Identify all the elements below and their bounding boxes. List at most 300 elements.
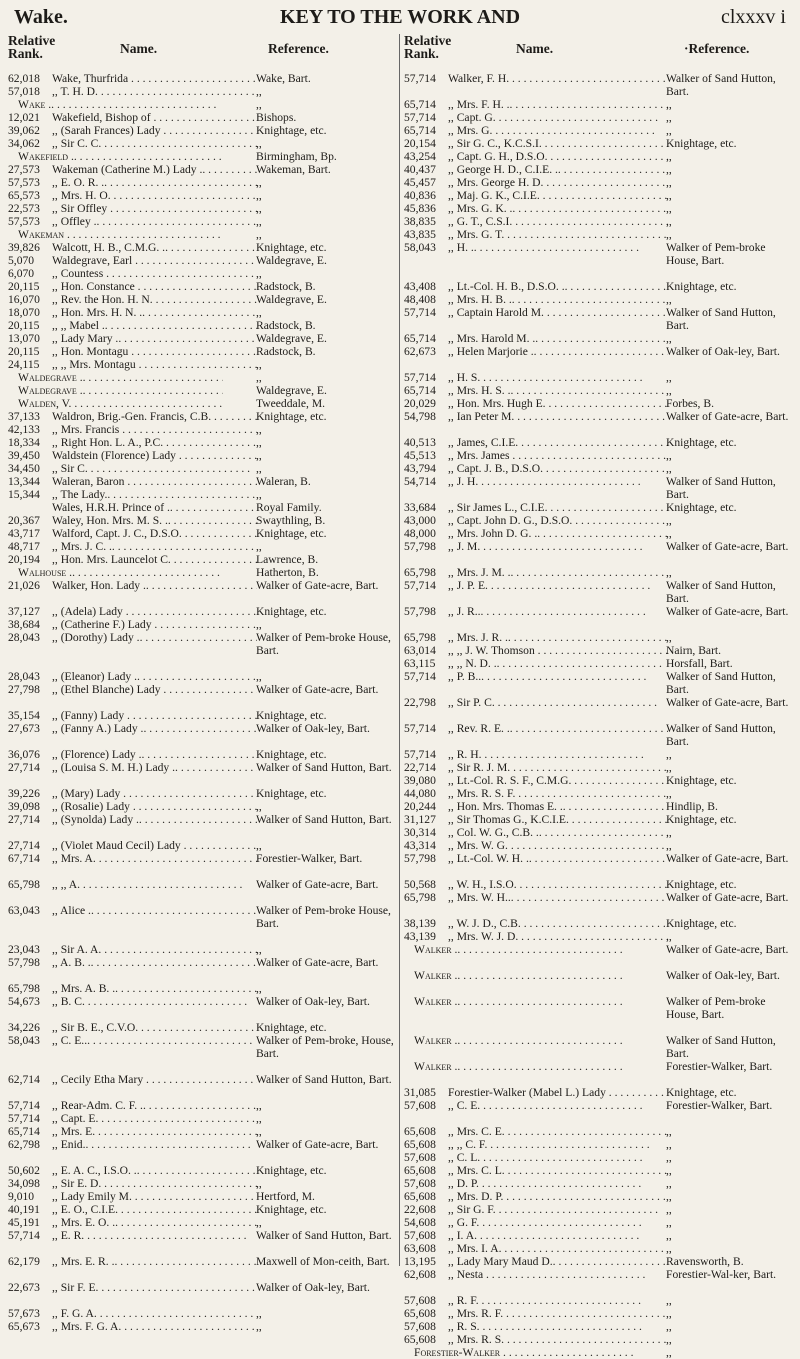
entry-name: Walden, V. . . . — [8, 397, 223, 410]
entry-row — [404, 579, 796, 605]
entry-reference: Knightage, etc. — [256, 1203, 327, 1216]
entry-name: ,, Hon. Montagu . . . — [8, 345, 257, 358]
entry-row — [8, 280, 396, 293]
relative-rank: 65,798 — [404, 631, 436, 644]
entry-reference: ,, — [256, 306, 262, 319]
row-spacer — [404, 1281, 796, 1294]
entry-row — [404, 943, 796, 956]
relative-rank: 44,080 — [404, 787, 436, 800]
entry-name: Walcott, H. B., C.M.G. .. . . . — [8, 241, 257, 254]
relative-rank: 15,344 — [8, 488, 40, 501]
entry-reference: ,, — [666, 332, 672, 345]
entry-reference: ,, — [666, 1333, 672, 1346]
row-spacer — [404, 1008, 796, 1021]
entry-row — [404, 345, 796, 358]
entry-row — [8, 1138, 396, 1151]
entry-reference: Knightage, etc. — [256, 124, 327, 137]
relative-rank: 27,673 — [8, 722, 40, 735]
entry-name: ,, ,, J. W. Thomson . . . — [404, 644, 668, 657]
entry-name: ,, Capt. G. . . . — [404, 111, 668, 124]
entry-row — [404, 462, 796, 475]
entry-reference: ,, — [256, 1320, 262, 1333]
entry-reference: Knightage, etc. — [666, 774, 737, 787]
row-spacer — [404, 618, 796, 631]
entry-reference: ,, — [256, 371, 262, 384]
entry-row — [8, 1112, 396, 1125]
entry-name: ,, Sir Thomas G., K.C.I.E. . . . — [404, 813, 668, 826]
entry-row — [404, 1333, 796, 1346]
relative-rank: 65,714 — [404, 384, 436, 397]
relative-rank: 48,717 — [8, 540, 40, 553]
entry-name: Waley, Hon. Mrs. M. S. .. . . . — [8, 514, 257, 527]
relative-rank: 31,085 — [404, 1086, 436, 1099]
entry-name: ,, Mrs. F. G. A. . . . — [8, 1320, 257, 1333]
entry-row — [8, 98, 396, 111]
entry-name: ,, Lady Mary Maud D.. . . . — [404, 1255, 668, 1268]
row-spacer — [404, 423, 796, 436]
header-right: clxxxv i — [721, 6, 786, 28]
row-spacer — [8, 1268, 396, 1281]
relative-rank: 43,835 — [404, 228, 436, 241]
entry-row — [404, 748, 796, 761]
entry-reference: ,, — [666, 1242, 672, 1255]
relative-rank: 65,714 — [404, 124, 436, 137]
relative-rank: 28,043 — [8, 670, 40, 683]
entry-row — [404, 891, 796, 904]
relative-rank: 57,798 — [404, 540, 436, 553]
entry-row — [404, 1177, 796, 1190]
entry-name: ,, Sir G. C., K.C.S.I. . . . — [404, 137, 668, 150]
entry-row — [8, 1099, 396, 1112]
entry-row — [404, 1268, 796, 1281]
entry-name: ,, Cecily Etha Mary . . . — [8, 1073, 257, 1086]
row-spacer — [404, 904, 796, 917]
entry-name: ,, Maj. G. K., C.I.E. . . . — [404, 189, 668, 202]
relative-rank: 57,714 — [404, 670, 436, 683]
entry-name: ,, A. B. .. . . . — [8, 956, 257, 969]
relative-rank: 22,608 — [404, 1203, 436, 1216]
entry-reference: Lawrence, B. — [256, 553, 319, 566]
row-spacer — [404, 683, 796, 696]
entry-row — [8, 748, 396, 761]
entry-reference: Knightage, etc. — [256, 787, 327, 800]
entry-row — [404, 72, 796, 98]
entry-row — [404, 1164, 796, 1177]
entry-row — [8, 202, 396, 215]
entry-row — [404, 98, 796, 111]
entry-row — [404, 631, 796, 644]
entry-reference: Walker of Oak-ley, Bart. — [256, 722, 370, 735]
entry-reference: ,, — [666, 1177, 672, 1190]
relative-rank: 43,314 — [404, 839, 436, 852]
row-spacer — [404, 1047, 796, 1060]
entry-reference: Knightage, etc. — [666, 280, 737, 293]
entry-reference: ,, — [666, 449, 672, 462]
entry-row — [404, 1060, 796, 1073]
relative-rank: 57,714 — [404, 306, 436, 319]
entry-reference: Walker of Sand Hutton, Bart. — [256, 761, 392, 774]
entry-reference: Knightage, etc. — [256, 748, 327, 761]
entry-name: ,, Sir A. A. . . . — [8, 943, 257, 956]
entry-reference: ,, — [256, 189, 262, 202]
entry-reference: Radstock, B. — [256, 345, 316, 358]
relative-rank: 48,000 — [404, 527, 436, 540]
entry-name: ,, Lt.-Col. R. S. F., C.M.G. . . . — [404, 774, 668, 787]
relative-rank: 20,244 — [404, 800, 436, 813]
entry-row — [8, 839, 396, 852]
entry-reference: Walker of Sand Hutton, Bart. — [666, 72, 776, 98]
entry-name: ,, Sir Offley . . . — [8, 202, 257, 215]
entry-row — [404, 449, 796, 462]
entry-reference: ,, — [666, 1125, 672, 1138]
relative-rank: 43,717 — [8, 527, 40, 540]
entry-name: Walker .. . . . — [404, 995, 634, 1008]
relative-rank: 39,080 — [404, 774, 436, 787]
relative-rank: 57,608 — [404, 1151, 436, 1164]
entry-reference: ,, — [666, 514, 672, 527]
relative-rank: 63,115 — [404, 657, 436, 670]
relative-rank: 63,014 — [404, 644, 436, 657]
entry-name: ,, B. C. . . . — [8, 995, 257, 1008]
entry-reference: Knightage, etc. — [256, 241, 327, 254]
entry-name: ,, E. O., C.I.E. . . . — [8, 1203, 257, 1216]
relative-rank: 57,714 — [404, 722, 436, 735]
entry-name: ,, Helen Marjorie .. . . . — [404, 345, 668, 358]
row-spacer — [404, 1073, 796, 1086]
entry-reference: Knightage, etc. — [256, 1164, 327, 1177]
entry-reference: Walker of Sand Hutton, Bart. — [666, 579, 776, 605]
entry-row — [8, 878, 396, 891]
relative-rank: 45,836 — [404, 202, 436, 215]
row-spacer — [8, 1294, 396, 1307]
relative-rank: 13,344 — [8, 475, 40, 488]
entry-name: ,, Mrs. C. L. . . . — [404, 1164, 668, 1177]
relative-rank: 38,835 — [404, 215, 436, 228]
relative-rank: 65,608 — [404, 1307, 436, 1320]
entry-reference: ,, — [256, 462, 262, 475]
entry-reference: Knightage, etc. — [666, 878, 737, 891]
entry-row — [8, 527, 396, 540]
entry-row — [404, 1229, 796, 1242]
entry-reference: Knightage, etc. — [256, 410, 327, 423]
entry-name: ,, J. P. E. . . . — [404, 579, 668, 592]
entry-row — [404, 241, 796, 267]
reference-heading: Reference. — [268, 41, 329, 56]
entry-reference: Walker of Gate-acre, Bart. — [256, 683, 379, 696]
entry-reference: ,, — [666, 228, 672, 241]
entry-name: Walhouse .. . . . — [8, 566, 223, 579]
entry-reference: Walker of Pem-broke House, Bart. — [666, 241, 766, 267]
entry-row — [404, 1125, 796, 1138]
entry-row — [8, 1216, 396, 1229]
entry-name: ,, R. F. . . . — [404, 1294, 668, 1307]
entry-name: ,, Mrs. A. . . . — [8, 852, 257, 865]
entry-name: ,, Mrs. H. S. .. . . . — [404, 384, 668, 397]
row-spacer — [8, 735, 396, 748]
entry-row — [404, 800, 796, 813]
entry-row — [404, 332, 796, 345]
entry-reference: Walker of Sand Hutton, Bart. — [666, 722, 776, 748]
name-heading: Name. — [120, 41, 158, 56]
entry-name: ,, ,, Mrs. Montagu . . . — [8, 358, 257, 371]
relative-rank: 43,794 — [404, 462, 436, 475]
relative-rank: 57,714 — [404, 579, 436, 592]
entry-reference: ,, — [666, 293, 672, 306]
entry-name: ,, (Sarah Frances) Lady . . . — [8, 124, 257, 137]
entry-reference: Wakeman, Bart. — [256, 163, 331, 176]
entry-name: ,, Mrs. W. H... . . . — [404, 891, 668, 904]
entry-reference: Forestier-Walker, Bart. — [256, 852, 363, 865]
entry-name: ,, H. S. . . . — [404, 371, 668, 384]
entry-reference: Radstock, B. — [256, 280, 316, 293]
entry-reference: ,, — [666, 98, 672, 111]
relative-rank: 21,026 — [8, 579, 40, 592]
entry-name: ,, ,, A. . . . — [8, 878, 257, 891]
entry-reference: ,, — [666, 1216, 672, 1229]
entry-reference: ,, — [256, 839, 262, 852]
entry-name: ,, Sir B. E., C.V.O. . . . — [8, 1021, 257, 1034]
entry-name: ,, Sir P. C. . . . — [404, 696, 668, 709]
relative-rank: 38,139 — [404, 917, 436, 930]
entry-row — [8, 579, 396, 592]
relative-rank: 50,568 — [404, 878, 436, 891]
relative-rank: 42,133 — [8, 423, 40, 436]
relative-rank: 57,714 — [8, 1112, 40, 1125]
relative-rank: 65,608 — [404, 1138, 436, 1151]
relative-rank: 54,714 — [404, 475, 436, 488]
entry-row — [8, 358, 396, 371]
relative-rank: 62,608 — [404, 1268, 436, 1281]
relative-rank: 45,513 — [404, 449, 436, 462]
entry-reference: Walker of Gate-acre, Bart. — [256, 579, 379, 592]
relative-rank: 65,798 — [8, 878, 40, 891]
entry-row — [404, 163, 796, 176]
relative-rank: 13,070 — [8, 332, 40, 345]
row-spacer — [8, 1060, 396, 1073]
entry-row — [404, 1242, 796, 1255]
entry-row — [404, 995, 796, 1021]
entry-row — [8, 553, 396, 566]
relative-rank: 65,714 — [8, 1125, 40, 1138]
entry-name: ,, Sir E. D. . . . — [8, 1177, 257, 1190]
relative-rank: 20,194 — [8, 553, 40, 566]
relative-rank: 39,826 — [8, 241, 40, 254]
entry-name: ,, Nesta . . . — [404, 1268, 668, 1281]
entry-reference: Walker of Oak-ley, Bart. — [666, 969, 780, 982]
relative-rank: 40,191 — [8, 1203, 40, 1216]
entry-reference: Knightage, etc. — [666, 501, 737, 514]
entry-name: ,, Captain Harold M. . . . — [404, 306, 668, 319]
relative-rank: 43,254 — [404, 150, 436, 163]
entry-reference: ,, — [256, 358, 262, 371]
entry-reference: ,, — [256, 982, 262, 995]
entry-reference: ,, — [666, 527, 672, 540]
relative-rank: 57,714 — [8, 1099, 40, 1112]
entry-name: ,, Lady Emily M. . . . — [8, 1190, 257, 1203]
entry-row — [8, 787, 396, 800]
relative-rank: 65,608 — [404, 1190, 436, 1203]
entry-reference: ,, — [256, 1307, 262, 1320]
relative-rank: 50,602 — [8, 1164, 40, 1177]
entry-reference: ,, — [666, 1229, 672, 1242]
entry-name: ,, J. R... . . . — [404, 605, 668, 618]
entry-name: Waldegrave .. . . . — [8, 371, 223, 384]
relative-rank: 57,714 — [404, 111, 436, 124]
entry-name: ,, Capt. John D. G., D.S.O. . . . — [404, 514, 668, 527]
entry-name: ,, (Adela) Lady . . . — [8, 605, 257, 618]
entry-reference: ,, — [666, 176, 672, 189]
entry-row — [8, 540, 396, 553]
relative-rank: 39,450 — [8, 449, 40, 462]
relative-rank: 54,798 — [404, 410, 436, 423]
entry-name: ,, C. L. . . . — [404, 1151, 668, 1164]
entry-row — [404, 1099, 796, 1112]
relative-rank: 33,684 — [404, 501, 436, 514]
relative-rank: 22,798 — [404, 696, 436, 709]
relative-rank: 27,714 — [8, 839, 40, 852]
entry-reference: ,, — [666, 189, 672, 202]
entry-row — [8, 228, 396, 241]
row-spacer — [404, 85, 796, 98]
entry-name: ,, Ian Peter M. . . . — [404, 410, 668, 423]
entry-row — [8, 475, 396, 488]
column-header — [8, 34, 396, 72]
row-spacer — [8, 917, 396, 930]
entry-name: Waldegrave, Earl . . . — [8, 254, 257, 267]
entry-name: ,, Mrs. James . . . — [404, 449, 668, 462]
relative-rank: 65,608 — [404, 1333, 436, 1346]
entry-reference: Walker of Sand Hutton, Bart. — [256, 1229, 392, 1242]
entry-row — [404, 501, 796, 514]
entry-reference: Walker of Pem-broke, House, Bart. — [256, 1034, 394, 1060]
entry-row — [8, 852, 396, 865]
entry-row — [8, 1320, 396, 1333]
entry-row — [404, 1307, 796, 1320]
entry-row — [8, 1073, 396, 1086]
entry-row — [8, 488, 396, 501]
entry-row — [8, 150, 396, 163]
entry-row — [404, 852, 796, 865]
entry-row — [8, 1190, 396, 1203]
row-spacer — [404, 956, 796, 969]
relative-rank: 20,154 — [404, 137, 436, 150]
entry-row — [404, 605, 796, 618]
relative-rank: 20,367 — [8, 514, 40, 527]
entry-row — [404, 1190, 796, 1203]
entry-name: ,, Mrs. E. . . . — [8, 1125, 257, 1138]
entry-list — [8, 72, 396, 1333]
entry-name: ,, Mrs. R. F. . . . — [404, 1307, 668, 1320]
entry-reference: Hertford, M. — [256, 1190, 315, 1203]
entry-row — [404, 1203, 796, 1216]
entry-name: Walker, Hon. Lady .. . . . — [8, 579, 257, 592]
relative-rank: 57,798 — [8, 956, 40, 969]
entry-reference: ,, — [666, 1138, 672, 1151]
entry-name: Forestier-Walker . . . — [404, 1346, 634, 1359]
entry-name: Forestier-Walker (Mabel L.) Lady . . . — [404, 1086, 668, 1099]
relative-rank: 54,673 — [8, 995, 40, 1008]
entry-reference: Waleran, B. — [256, 475, 311, 488]
reference-heading: ·Reference. — [684, 41, 750, 56]
entry-name: ,, ,, C. F. . . . — [404, 1138, 668, 1151]
entry-reference: ,, — [666, 930, 672, 943]
entry-reference: Knightage, etc. — [666, 917, 737, 930]
entry-row — [8, 904, 396, 930]
entry-name: ,, J. M. . . . — [404, 540, 668, 553]
entry-name: ,, C. E. . . . — [404, 1099, 668, 1112]
entry-reference: Knightage, etc. — [256, 527, 327, 540]
entry-row — [8, 956, 396, 969]
entry-name: Waleran, Baron . . . — [8, 475, 257, 488]
entry-name: ,, Hon. Constance . . . — [8, 280, 257, 293]
entry-row — [404, 397, 796, 410]
relative-rank: 57,608 — [404, 1320, 436, 1333]
row-spacer — [404, 1112, 796, 1125]
entry-row — [8, 137, 396, 150]
relative-rank: 34,062 — [8, 137, 40, 150]
entry-name: ,, F. G. A. . . . — [8, 1307, 257, 1320]
entry-name: ,, Mrs. J. R. .. . . . — [404, 631, 668, 644]
entry-name: ,, Hon. Mrs. Hugh E. . . . — [404, 397, 668, 410]
entry-name: ,, Sir C. C. . . . — [8, 137, 257, 150]
entry-name: ,, Rear-Adm. C. F. .. . . . — [8, 1099, 257, 1112]
entry-reference: Walker of Gate-acre, Bart. — [256, 1138, 379, 1151]
row-spacer — [404, 735, 796, 748]
entry-row — [404, 293, 796, 306]
entry-name: ,, Mrs. I. A. . . . — [404, 1242, 668, 1255]
entry-name: Walker .. . . . — [404, 943, 634, 956]
entry-reference: Bishops. — [256, 111, 297, 124]
row-spacer — [404, 319, 796, 332]
entry-reference: Knightage, etc. — [256, 709, 327, 722]
entry-reference: Knightage, etc. — [256, 605, 327, 618]
entry-row — [8, 943, 396, 956]
entry-reference: Walker of Gate-acre, Bart. — [666, 943, 789, 956]
entry-reference: Horsfall, Bart. — [666, 657, 733, 670]
entry-reference: ,, — [256, 488, 262, 501]
entry-name: ,, Sir C. . . . — [8, 462, 257, 475]
relative-rank: 34,226 — [8, 1021, 40, 1034]
entry-row — [8, 670, 396, 683]
entry-name: ,, W. J. D., C.B. . . . — [404, 917, 668, 930]
row-spacer — [8, 657, 396, 670]
entry-name: ,, Mrs. G. T. . . . — [404, 228, 668, 241]
entry-name: ,, Mrs. E. R. .. . . . — [8, 1255, 257, 1268]
relative-rank: 57,714 — [404, 371, 436, 384]
entry-row — [8, 1021, 396, 1034]
entry-name: ,, T. H. D. . . . — [8, 85, 257, 98]
row-spacer — [8, 1242, 396, 1255]
entry-reference: ,, — [256, 670, 262, 683]
entry-row — [8, 1034, 396, 1060]
relative-rank: 28,043 — [8, 631, 40, 644]
entry-name: ,, Mrs. George H. D. . . . — [404, 176, 668, 189]
row-spacer — [404, 553, 796, 566]
row-spacer — [8, 969, 396, 982]
relative-rank: 57,608 — [404, 1229, 436, 1242]
entry-reference: ,, — [256, 137, 262, 150]
entry-reference: ,, — [666, 566, 672, 579]
relative-rank: 31,127 — [404, 813, 436, 826]
entry-reference: Waldegrave, E. — [256, 384, 327, 397]
entry-row — [8, 631, 396, 657]
entry-row — [404, 1034, 796, 1060]
entry-name: ,, (Synolda) Lady .. . . . — [8, 813, 257, 826]
relative-rank: 48,408 — [404, 293, 436, 306]
entry-reference: Walker of Gate-acre, Bart. — [256, 878, 379, 891]
entry-row — [404, 540, 796, 553]
entry-row — [404, 371, 796, 384]
